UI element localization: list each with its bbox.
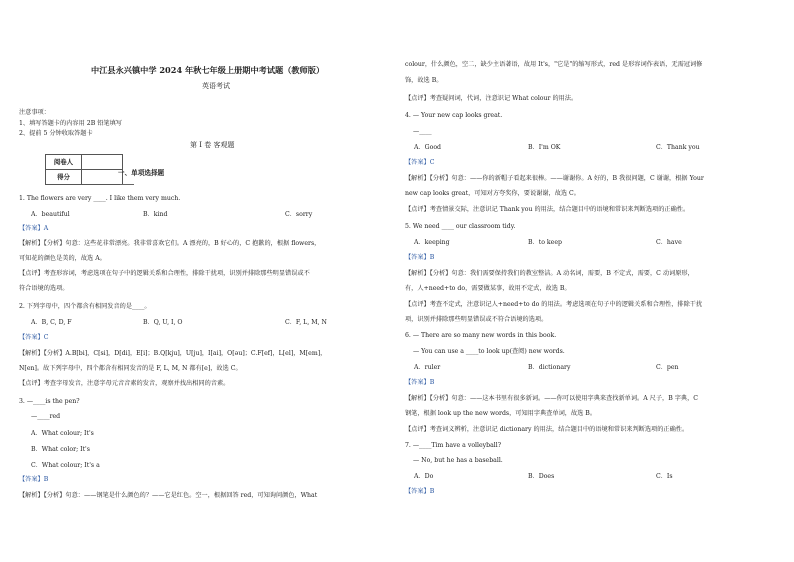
q1-stem: 1. The flowers are very ____. I like them very much. [19,195,181,202]
q6-reply: — You can use a ____to look up(查阅) new words. [413,348,565,355]
q3-comment: 【点评】考查疑问词，代词，注意识记 What colour 的用法。 [405,95,578,102]
q1-analysis: 【解析】【分析】句意：这些花非常漂亮。我非常喜欢它们。A 漂亮的，B 好心的，C 抱歉的，根据 flowers， [19,240,321,247]
q7-option-b: B．Does [528,473,555,480]
q4-reply: —____ [413,128,432,135]
q3-option-c: C．What colour; It's a [31,462,100,469]
q5-analysis-cont: 有，人+need+to do，需要做某事，故用不定式，故选 B。 [405,285,571,292]
grader-reviewer-label: 阅卷人 [46,155,82,170]
q2-analysis-cont: N[en]。故下列字母中，四个都含有相同发音的是 F, L, M, N 都有[e]，故选 C。 [19,365,242,372]
q5-option-b: B．to keep [528,239,562,246]
grader-reviewer-cell [82,155,123,170]
q7-option-a: A．Do [414,473,434,480]
q2-option-b: B．Q, U, I, O [143,319,183,326]
notes-heading: 注意事项： [19,109,50,116]
q4-option-b: B．I'm OK [528,144,561,151]
q1-answer: 【答案】A [19,225,49,232]
q3-option-a: A．What colour; It's [31,430,94,437]
exam-subtitle: 英语考试 [202,82,230,90]
grader-table [45,154,123,185]
q1-analysis-cont: 可知花的颜色是美的，故选 A。 [19,255,106,262]
q5-comment: 【点评】考查不定式，注意识记人+need+to do 的用法。考虑选项在句子中的逻辑关系和合理性，排除干扰 [405,301,703,308]
q5-option-c: C．have [656,239,682,246]
grader-rule [120,184,134,185]
q4-stem: 4. — Your new cap looks great. [405,112,503,119]
q2-comment: 【点评】考查字母发音，注意字母元音音素的发音，观察并找出相同的音素。 [19,380,230,387]
q2-analysis: 【解析】【分析】A.B[bi]，C[si]，D[di]，E[i]；B.Q[kju]，U[ju]，I[ai]，O[əu]；C.F[ef]，L[el]，M[em]， [19,350,327,357]
q6-comment: 【点评】考查词义辨析，注意识记 dictionary 的用法，结合题目中的语境和常识来判断选项的正确性。 [405,426,689,433]
q3-stem: 3. —____is the pen? [19,398,80,405]
volume-heading: 第 I 卷 客观题 [190,141,235,149]
notes-line-2: 2、提前 5 分钟收取答题卡 [19,130,93,137]
q5-answer: 【答案】B [405,254,435,261]
grader-score-label: 得分 [46,170,82,185]
q3-analysis-cont-2: 饰，故选 B。 [405,77,443,84]
q4-option-c: C．Thank you [656,144,700,151]
q4-comment: 【点评】考查情景交际，注意识记 Thank you 的用法，结合题目中的语境和常识来判断选项的正确性。 [405,206,690,213]
q6-option-a: A．ruler [414,364,441,371]
q2-stem: 2. 下列字母中，四个都含有相同发音的是____。 [19,303,151,310]
q3-answer: 【答案】B [19,476,49,483]
q6-option-c: C．pen [656,364,679,371]
q5-option-a: A．keeping [414,239,450,246]
q6-analysis: 【解析】【分析】句意：——这本书里有很多新词。——你可以使用字典来查找新单词。A 尺子，B 字典，C [405,395,699,402]
q4-analysis-cont: new cap looks great，可知对方夸奖你，要说谢谢，故选 C。 [405,190,580,197]
q3-reply: —____red [31,413,61,420]
q6-answer: 【答案】B [405,379,435,386]
q3-option-b: B．What color; It's [31,446,90,453]
q3-analysis: 【解析】【分析】句意：——钢笔是什么颜色的？——它是红色。空一，根据回答 red，可知询问颜色，What [19,492,318,499]
q5-analysis: 【解析】【分析】句意：我们需要保持我们的教室整洁。A 动名词，需要，B 不定式，需要，C 动词原形， [405,270,694,277]
q1-option-a: A．beautiful [31,211,70,218]
q4-option-a: A．Good [414,144,442,151]
notes-line-1: 1、填写答题卡的内容用 2B 铅笔填写 [19,120,122,127]
section-heading: 一、单项选择题 [118,169,165,177]
q2-answer: 【答案】C [19,334,49,341]
q6-stem: 6. — There are so many new words in this book. [405,332,557,339]
q2-option-c: C．F, L, M, N [285,319,327,326]
q5-comment-cont: 项，识别并排除那些明显错误或不符合语境的选项。 [405,316,548,323]
q3-analysis-cont: colour，什么颜色，空二，缺少主语著语，故用 It's，"它是"的缩写形式，red 是形容词作表语，无需冠词修 [405,61,703,68]
q4-analysis: 【解析】【分析】句意：——你的新帽子看起来很棒。——谢谢你。A 好的，B 我很问题，C 谢谢，根据 Your [405,175,704,182]
q1-option-b: B．kind [143,211,168,218]
grader-score-cell [82,170,123,185]
q6-option-b: B．dictionary [528,364,571,371]
q2-option-a: A．B, C, D, F [31,319,72,326]
q7-option-c: C．Is [656,473,673,480]
q7-reply: — No, but he has a baseball. [413,457,503,464]
q7-answer: 【答案】B [405,488,435,495]
q1-option-c: C．sorry [285,211,313,218]
q7-stem: 7. —____Tim have a volleyball? [405,442,502,449]
q5-stem: 5. We need ____ our classroom tidy. [405,223,516,230]
exam-title: 中江县永兴镇中学 2024 年秋七年级上册期中考试题（教师版） [91,65,325,75]
q6-analysis-cont: 钢笔，根据 look up the new words，可知用字典查单词，故选 B。 [405,410,597,417]
q4-answer: 【答案】C [405,159,435,166]
q1-comment-cont: 符合语境的选项。 [19,285,69,292]
q1-comment: 【点评】考查形容词，考虑选项在句子中的逻辑关系和合理性，排除干扰项，识别并排除那些明显错误或不 [19,270,310,277]
